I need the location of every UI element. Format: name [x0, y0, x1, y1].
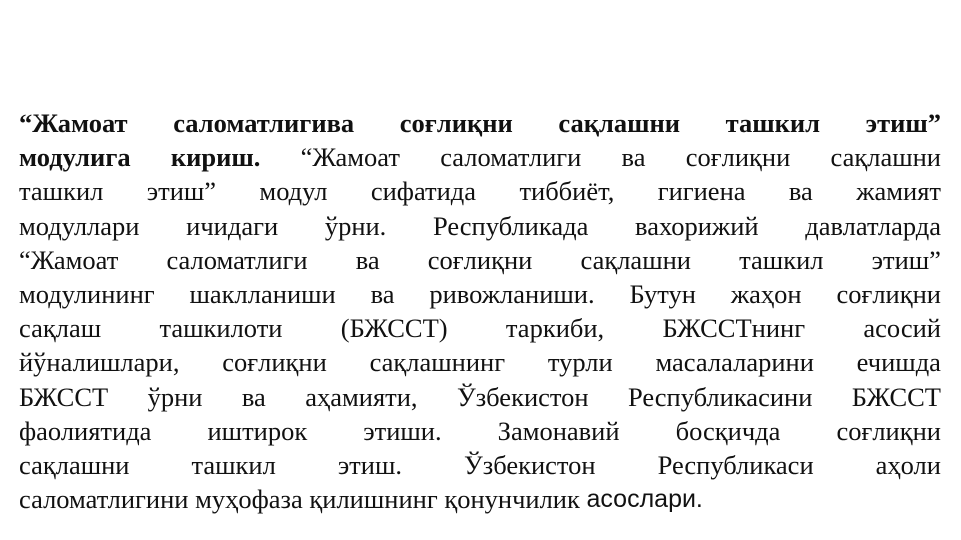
word: ташкил [19, 176, 104, 207]
word: ечишда [856, 347, 941, 378]
text-line [19, 414, 941, 448]
text-line [19, 311, 941, 345]
word: асослари. [586, 485, 703, 514]
word: “Жамоат [19, 244, 119, 275]
word: жамият [856, 176, 941, 207]
word: модуллари [19, 210, 140, 241]
word: сақлашни [19, 449, 130, 480]
text-line [19, 448, 941, 482]
word: таркиби, [505, 313, 605, 344]
body-text [19, 106, 941, 516]
word: ва [621, 142, 646, 173]
word: қонунчилик [444, 484, 580, 515]
word: саломатлиги [440, 142, 582, 173]
word: муҳофаза [195, 484, 303, 515]
punctuation: . [253, 142, 261, 173]
word: йўналишлари, [19, 347, 180, 378]
word: шаклланиши [189, 278, 336, 309]
word: масалаларини [655, 347, 814, 378]
word: сақлашни [830, 142, 941, 173]
word: босқичда [675, 415, 781, 446]
word: этиш” [146, 176, 217, 207]
word: модулига [19, 142, 131, 173]
word: БЖССТнинг [662, 313, 806, 344]
word: этиш” [865, 108, 941, 138]
word: гигиена [657, 176, 746, 207]
word: ташкил [191, 449, 276, 480]
text-line [19, 174, 941, 208]
text-line [19, 380, 941, 414]
word: ривожланиши. [429, 278, 595, 309]
word: соғлиқни [399, 108, 513, 138]
word: этиш. [337, 449, 402, 480]
word: Замонавий [497, 415, 620, 446]
text-line [19, 482, 941, 516]
word: Республикаси [657, 449, 814, 480]
word: саломатлигива [173, 108, 355, 138]
word: этиши. [363, 415, 442, 446]
text-line [19, 106, 941, 140]
word: жаҳон [730, 278, 802, 309]
word: саломатлигини [19, 484, 189, 515]
word: иштирок [207, 415, 308, 446]
word: сақлашни [580, 244, 691, 275]
word: Республикасини [627, 381, 813, 412]
word: Ўзбекистон [463, 449, 596, 480]
word: ўрни. [324, 210, 387, 241]
word: сақлашнинг [369, 347, 506, 378]
text-line [19, 345, 941, 379]
text-line [19, 243, 941, 277]
word: БЖССТ [19, 381, 109, 412]
word: асосий [863, 313, 941, 344]
word: соғлиқни [836, 278, 941, 309]
word: ташкил [725, 108, 821, 138]
word: Бутун [629, 278, 696, 309]
word: соғлиқни [222, 347, 327, 378]
word: фаолиятида [19, 415, 152, 446]
word: “Жамоат [300, 142, 400, 173]
word: вахорижий [635, 210, 759, 241]
word: ташкил [739, 244, 824, 275]
word: сифатида [370, 176, 477, 207]
text-line [19, 209, 941, 243]
word: ва [355, 244, 380, 275]
text-line [19, 277, 941, 311]
word: тиббиёт, [519, 176, 615, 207]
word: ва [241, 381, 266, 412]
word: “Жамоат [19, 108, 128, 138]
word: саломатлиги [166, 244, 308, 275]
text-line [19, 140, 941, 174]
word: этиш” [871, 244, 941, 275]
word: турли [547, 347, 613, 378]
word: ўрни [147, 381, 203, 412]
word: модул [259, 176, 328, 207]
word: давлатларда [805, 210, 941, 241]
word: ичидаги [186, 210, 279, 241]
word: сақлаш [19, 313, 102, 344]
word: соғлиқни [427, 244, 533, 275]
word: кириш. [171, 140, 261, 174]
word: соғлиқни [836, 415, 941, 446]
word: қилишнинг [309, 484, 438, 515]
word: Республикада [432, 210, 589, 241]
word: ташкилоти [159, 313, 283, 344]
word: ва [788, 176, 813, 207]
word: (БЖССТ) [340, 313, 448, 344]
word: Ўзбекистон [456, 381, 589, 412]
word: сақлашни [558, 108, 681, 138]
word: соғлиқни [685, 142, 791, 173]
word: аҳамияти, [305, 381, 418, 412]
word: аҳоли [875, 449, 941, 480]
word: ва [370, 278, 395, 309]
word: модулининг [19, 278, 155, 309]
word: БЖССТ [851, 381, 941, 412]
